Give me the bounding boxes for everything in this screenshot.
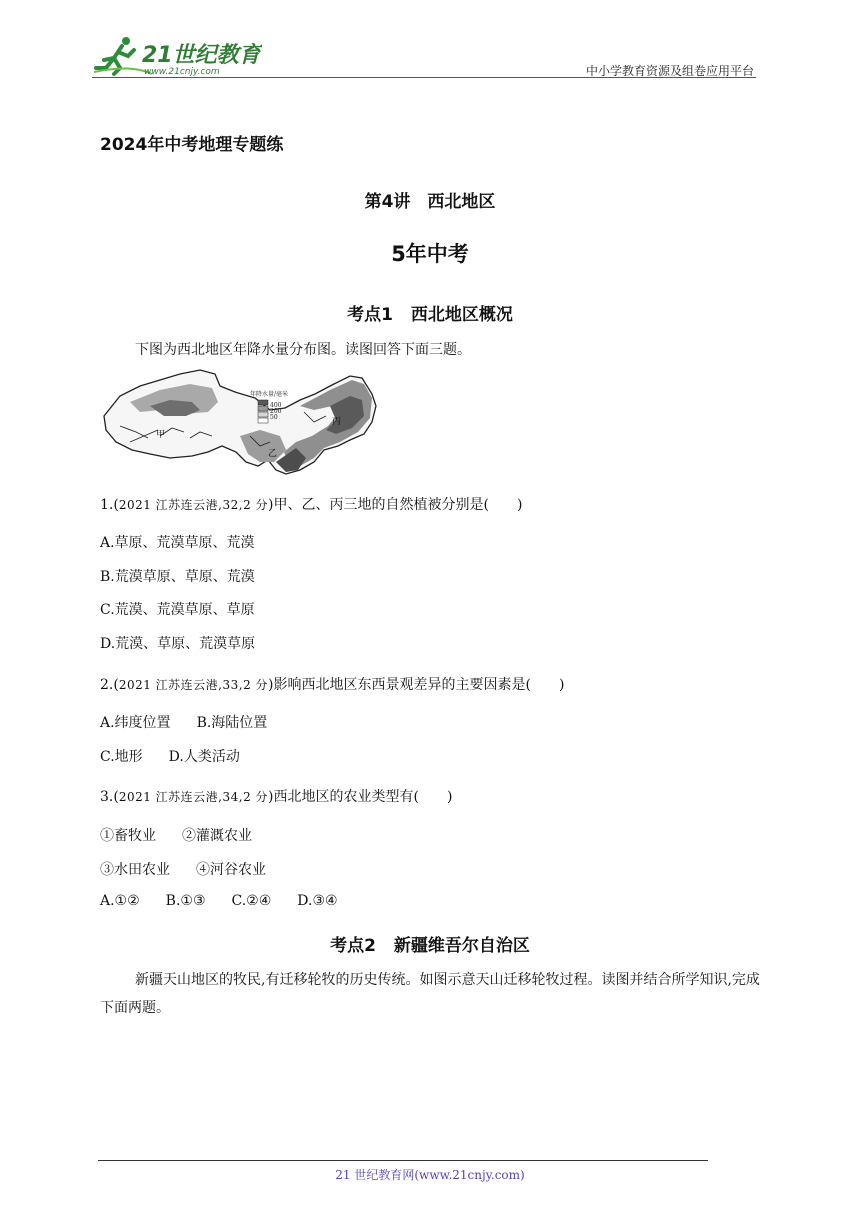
question-3-option-c: C.②④ [231, 893, 272, 909]
question-1-option-b: B.荒漠草原、草原、荒漠 [100, 569, 255, 585]
question-3-items-row-2 [100, 859, 266, 879]
question-2-options-row-1 [100, 712, 267, 732]
question-3-item-1: ①畜牧业 [100, 828, 156, 844]
question-2-option-a: A.纬度位置 [100, 715, 171, 731]
question-3-option-b: B.①③ [165, 893, 206, 909]
question-3-item-2: ②灌溉农业 [182, 828, 252, 844]
question-3-items-row-1 [100, 825, 252, 845]
question-3-stem: )西北地区的农业类型有( ) [268, 789, 453, 805]
key-point-2-heading [0, 931, 860, 956]
key-point-2-title: 新疆维吾尔自治区 [393, 936, 530, 956]
key-point-1-title: 西北地区概况 [410, 305, 513, 325]
map-label-jia: 甲 [156, 430, 166, 440]
key-point-2-number: 考点2 [330, 936, 376, 956]
intro-paragraph-2: 新疆天山地区的牧民,有迁移轮牧的历史传统。如图示意天山迁移轮牧过程。读图并结合所学知识,完成下面两题。 [100, 972, 760, 1016]
question-2-stem: )影响西北地区东西景观差异的主要因素是( ) [268, 677, 565, 693]
question-1-source: 2021 江苏连云港,32,2 分 [118, 498, 269, 512]
document-title: 2024年中考地理专题练 [100, 135, 284, 155]
question-3-item-3: ③水田农业 [100, 862, 170, 878]
map-legend-value-2: 200 [270, 408, 282, 415]
question-2-source: 2021 江苏连云港,33,2 分 [118, 678, 269, 692]
section-title: 5年中考 [391, 242, 469, 266]
map-legend-value-3: 50 [270, 414, 278, 421]
footer-divider [98, 1160, 708, 1161]
question-1-option-c: C.荒漠、荒漠草原、草原 [100, 602, 255, 618]
question-2-option-b: B.海陆位置 [196, 715, 268, 731]
question-3-option-d: D.③④ [297, 893, 338, 909]
question-3-item-4: ④河谷农业 [196, 862, 266, 878]
footer-text: 21 世纪教育网(www.21cnjy.com) [335, 1168, 525, 1182]
logo [92, 34, 262, 78]
question-1 [100, 494, 522, 514]
logo-text: 21世纪教育 [142, 43, 261, 68]
question-3-options [100, 893, 338, 909]
question-3 [100, 786, 452, 806]
lecture-title: 第4讲 西北地区 [364, 192, 496, 212]
key-point-1-heading [0, 300, 860, 325]
question-2-option-d: D.人类活动 [168, 749, 240, 765]
question-1-number: 1.( [100, 497, 119, 513]
question-2-option-c: C.地形 [100, 749, 143, 765]
precipitation-map [100, 366, 382, 476]
question-2-number: 2.( [100, 677, 119, 693]
intro-paragraph-1: 下图为西北地区年降水量分布图。读图回答下面三题。 [135, 342, 471, 358]
question-3-number: 3.( [100, 789, 119, 805]
question-1-option-d: D.荒漠、草原、荒漠草原 [100, 636, 256, 652]
key-point-1-number: 考点1 [347, 305, 393, 325]
map-label-yi: 乙 [268, 449, 278, 459]
logo-url: www.21cnjy.com [144, 67, 220, 77]
header-divider [92, 77, 756, 78]
map-legend-title: 年降水量/毫米 [250, 391, 289, 398]
header-tagline: 中小学教育资源及组卷应用平台 [585, 64, 754, 78]
map-label-bing: 丙 [332, 417, 342, 427]
map-legend-value-1: 400 [270, 402, 282, 409]
question-1-option-a: A.草原、荒漠草原、荒漠 [100, 535, 255, 551]
question-1-stem: )甲、乙、丙三地的自然植被分别是( ) [268, 497, 523, 513]
question-2-options-row-2 [100, 746, 240, 766]
question-3-option-a: A.①② [100, 893, 140, 909]
question-2 [100, 674, 564, 694]
question-3-source: 2021 江苏连云港,34,2 分 [118, 790, 269, 804]
